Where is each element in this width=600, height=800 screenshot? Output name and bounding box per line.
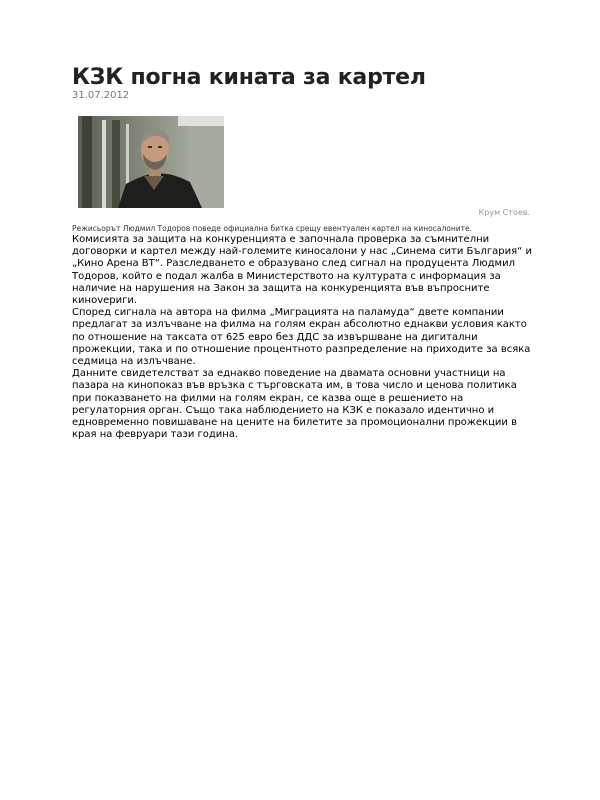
article-body [72,234,532,441]
paragraph: Данните свидетелстват за еднакво поведение на двамата основни участници на пазара на кинопоказ във връзка с търговската им, в това число и ценова политика при показването на филми на голям екран, се казва още в решението на регулаторния орган. Също така наблюдението на КЗК е показало идентично и едновременно повишаване на цените на билетите за промоционални прожекции в края на февруари тази година. [72,368,518,441]
paragraph: Комисията за защита на конкуренцията е започнала проверка за съмнителни договорки и картел между най-големите киносалони у нас „Синема сити България“ и „Кино Арена ВТ“. Разследването е образувано след сигнал на продуцента Людмил Тодоров, който е подал жалба в Министерството на културата с информация за наличие на нарушения на Закон за защита на конкуренцията във въпросните кинovериги. [72,234,532,307]
photo-credit: Крум Стоев. [478,208,530,217]
paragraph: Според сигнала на автора на филма „Миграцията на паламуда“ двете компании предлагат за излъчване на филма на голям екран абсолютно еднакви условия както по отношение на таксата от 625 евро без ДДС за извършване на дигитални прожекции, така и по отношение процентното разпределение на приходите за всяка седмица на излъчване. [72,307,531,368]
article-title: КЗК погна кината за картел [72,65,426,90]
photo-block [72,116,532,224]
portrait-photo-icon [78,116,224,208]
photo-caption: Режисьорът Людмил Тодоров поведе официална битка срещу евентуален картел на киносалоните. [72,224,472,233]
article-date: 31.07.2012 [72,90,130,101]
article [72,66,532,441]
